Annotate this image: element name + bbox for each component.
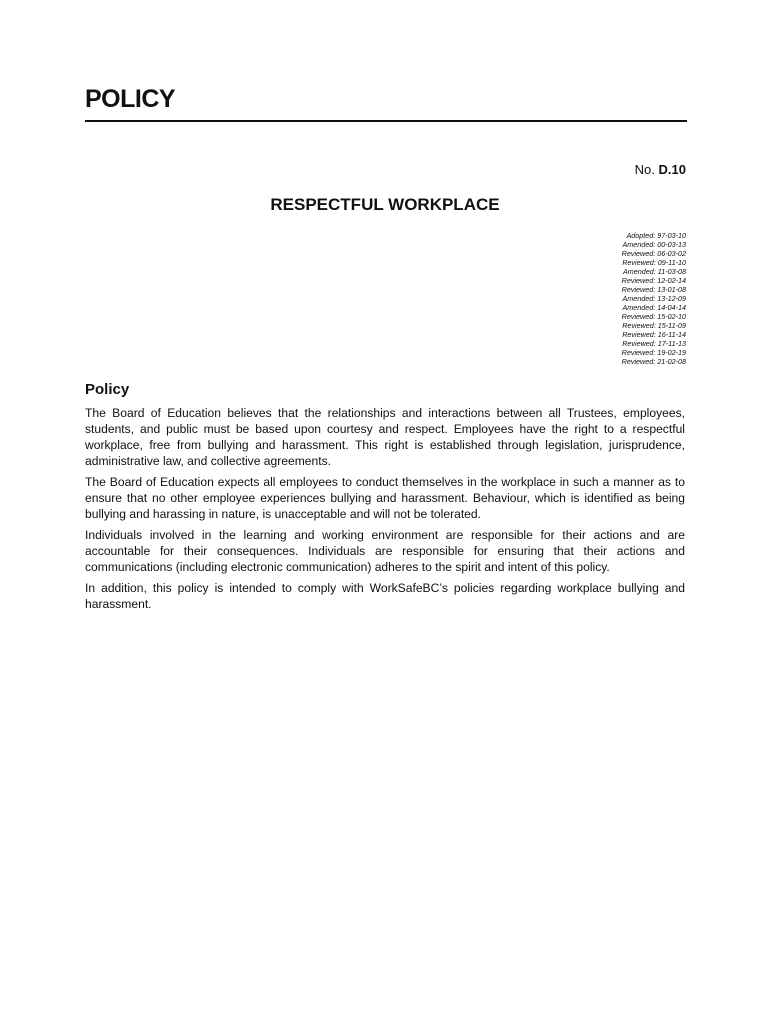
policy-paragraph: Individuals involved in the learning and working environment are responsible for their actions and are accountable for their consequences. Individuals are responsible for ensuring that their actions and communications (including electronic communication) adheres to the spirit and intent of this policy.: [85, 528, 685, 574]
history-entry: Reviewed: 16-11-14: [622, 330, 686, 339]
section-heading: Policy: [85, 381, 130, 398]
history-entry: Amended: 00-03-13: [622, 240, 686, 249]
document-title: RESPECTFUL WORKPLACE: [270, 195, 500, 214]
history-entry: Reviewed: 17-11-13: [622, 339, 686, 348]
policy-paragraph: The Board of Education believes that the relationships and interactions between all Trustees, employees, students, and public must be based upon courtesy and respect. Employees have the right to a respectful workplace, free from bullying and harassment. This right is established through legislation, jurisprudence, administrative law, and collective agreements.: [85, 406, 685, 468]
history-entry: Reviewed: 09-11-10: [622, 258, 686, 267]
history-entry: Reviewed: 19-02-19: [621, 348, 686, 357]
policy-number-value: D.10: [658, 162, 686, 177]
policy-number-prefix: No.: [634, 162, 655, 177]
history-entry: Reviewed: 06-03-02: [621, 249, 686, 258]
policy-body: [85, 405, 685, 617]
document-header: [85, 84, 687, 122]
policy-paragraph: In addition, this policy is intended to comply with WorkSafeBC’s policies regarding workplace bullying and harassment.: [85, 581, 685, 611]
header-title: POLICY: [85, 85, 176, 113]
policy-paragraph: The Board of Education expects all employees to conduct themselves in the workplace in such a manner as to ensure that no other employee experiences bullying and harassment. Behaviour, which is identified as being bullying and harassing in nature, is unacceptable and will not be tolerated.: [85, 475, 685, 521]
history-entry: Reviewed: 15-02-10: [621, 312, 686, 321]
history-entry: Adopted: 97-03-10: [626, 231, 686, 240]
history-entry: Reviewed: 13-01-08: [621, 285, 686, 294]
policy-number: [635, 162, 686, 178]
history-entry: Reviewed: 15-11-09: [622, 321, 686, 330]
history-entry: Reviewed: 12-02-14: [621, 276, 686, 285]
history-entry: Amended: 13-12-09: [622, 294, 686, 303]
history-entry: Reviewed: 21-02-08: [621, 357, 686, 366]
revision-history: [622, 231, 686, 366]
history-entry: Amended: 14-04-14: [622, 303, 686, 312]
history-entry: Amended: 11-03-08: [623, 267, 686, 276]
